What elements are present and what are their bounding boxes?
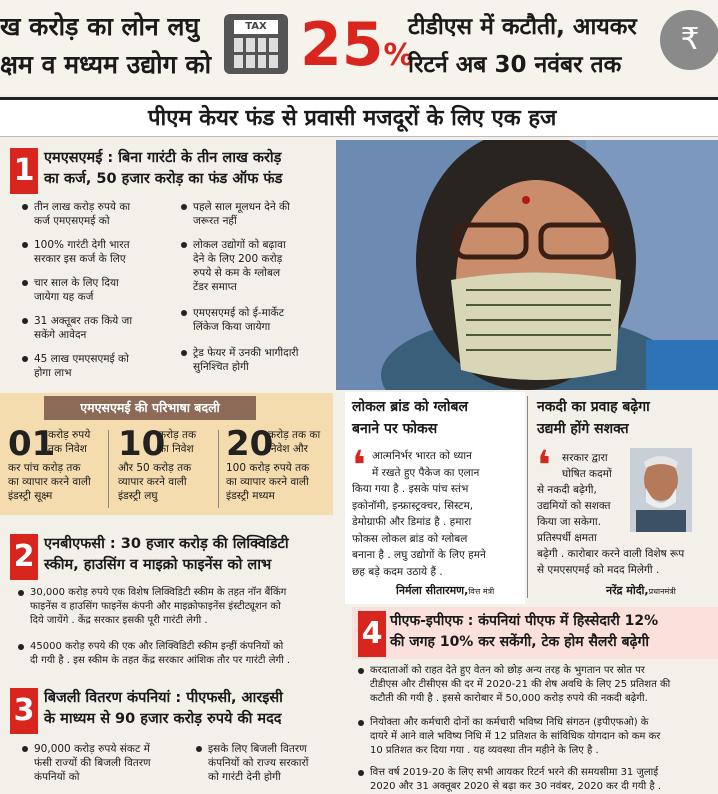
def-c3-e: इंडस्ट्री मध्यम: [226, 490, 275, 502]
def-c3-d: का व्यापार करने वाली: [226, 476, 309, 488]
def-c2-d: व्यापार करने वाली: [118, 476, 187, 488]
quote-text-pm: सरकार द्वारा घोषित कदमों: [562, 452, 612, 480]
def-c1-a: करोड़ रुपये: [48, 429, 91, 441]
section2-bullet: 30,000 करोड़ रुपये एक विशेष लिक्विडिटी स्कीम के तहत नॉन बैंकिंग फाइनेंस व हाउसिंग फाइनेंस कंपनी और माइक्रोफाइनेंस इंस्टीट्यूशन को दिये जायेंगे . केंद्र सरकार इसकी पूरी गारंटी लेगी .: [30, 587, 287, 626]
headline-line: की जगह 10% कर सकेंगी, टेक होम सैलरी बढ़ेगी: [390, 634, 650, 650]
top-left-line2: क्षम व मध्यम उद्योग को: [0, 50, 212, 79]
section3-right-bullet: इसके लिए बिजली वितरण कंपनियों को राज्य सरकारों को गारंटी देनी होगी: [208, 743, 309, 783]
quote-author-fm: निर्मला सीतारमण,वित्त मंत्री: [396, 584, 495, 597]
rupee-icon: ₹: [660, 10, 718, 70]
quote-text-fm-cont: किया गया है . इसके पांच स्तंभ इकोनॉमी, इन्फ्रास्ट्रक्चर, सिस्टम, डेमोग्राफी और डिमांड है . हमारा फोकस लोकल ब्रांड को ग्लोबल बनाना है . लघु उद्योगों के लिए हमने छह बड़े कदम उठाये हैं .: [352, 483, 486, 578]
prime-minister-photo: [630, 448, 692, 532]
def-c1-b: तक निवेश: [48, 443, 87, 455]
def-num-1: 01: [8, 424, 56, 464]
headline-line: एमएसएमई : बिना गारंटी के तीन लाख करोड़: [44, 150, 282, 166]
quote-mark-icon: ❛: [352, 443, 366, 489]
percent-sign: %: [383, 38, 414, 73]
section4-bullet: वित्त वर्ष 2019-20 के लिए सभी आयकर रिटर्न भरने की समयसीमा 31 जुलाई 2020 और 31 अक्तूबर 2020 से बढ़ा कर 30 नवंबर, 2020 कर दी गयी है .: [370, 767, 662, 792]
divider: [108, 430, 109, 508]
def-num-3: 20: [226, 424, 274, 464]
top-left-headline: [0, 8, 211, 84]
finance-minister-photo: [336, 140, 718, 390]
section4-headline: [390, 611, 658, 653]
section3-left-bullet: 90,000 करोड़ रुपये संकट में फंसी राज्यों की बिजली वितरण कंपनियों को: [34, 743, 151, 783]
definition-heading: एमएसएमई की परिभाषा बदली: [44, 396, 256, 420]
quote-author-pm: नरेंद्र मोदी,प्रधानमंत्री: [606, 584, 676, 597]
section2-headline: [44, 534, 289, 576]
banner-title: पीएम केयर फंड से प्रवासी मजदूरों के लिए एक हज: [148, 106, 557, 131]
headline-line: एनबीएफसी : 30 हजार करोड़ की लिक्विडिटी: [44, 536, 289, 552]
quote-headline-pm: नकदी का प्रवाह बढ़ेगा उद्यमी होंगे सशक्त: [537, 399, 650, 437]
percent-value: 25: [300, 10, 384, 80]
headline-line: के माध्यम से 90 हजार करोड़ रुपये की मदद: [44, 711, 282, 727]
divider: [218, 430, 219, 508]
def-c3-c: 100 करोड़ रुपये तक: [226, 462, 310, 474]
headline-line: का कर्ज, 50 हजार करोड़ का फंड ऑफ फंड: [44, 171, 283, 187]
section2-bullet: 45000 करोड़ रुपये की एक और लिक्विडिटी स्कीम इन्हीं कंपनियों को दी गयी है . इस स्कीम के तहत केंद्र सरकार आंशिक तौर पर गारंटी लेगी .: [30, 641, 291, 666]
section4-bullet: करदाताओं को राहत देते हुए वेतन को छोड़ अन्य तरह के भुगतान पर स्रोत पर टीडीएस और टीसीएस की दर में 2020-21 की शेष अवधि के लिए 25 प्रतिशत की कटौती की गयी है . इससे कारोबार में 50,000 करोड़ रुपये की नकदी बढ़ेगी.: [370, 665, 671, 704]
tax-label: TAX: [234, 20, 278, 34]
section4-bullet: नियोक्ता और कर्मचारी दोनों का कर्मचारी भविष्य निधि संगठन (इपीएफओ) के दायरे में आने वाले भविष्य निधि में 12 प्रतिशत के सांविधिक योगदान को कम कर 10 प्रतिशत कर दिया गया . यह व्यवस्था तीन महीने के लिए है .: [370, 717, 661, 756]
headline-line: स्कीम, हाउसिंग व माइक्रो फाइनेंस को लाभ: [44, 557, 272, 573]
top-right-line1: टीडीएस में कटौती, आयकर: [408, 14, 637, 40]
section-number: 3: [10, 688, 38, 734]
quote-mark-icon: ❛: [537, 443, 551, 489]
quote-text-fm: आत्मनिर्भर भारत को ध्यान में रखते हुए पैकेज का एलान: [372, 450, 480, 479]
top-right-headline: [408, 8, 637, 84]
quote-text-pm-cont: से नकदी बढ़ेगी, उद्यमियों को सशक्त किया जा सकेगा. प्रतिस्पर्धी क्षमता: [537, 484, 611, 544]
def-c3-a: करोड़ तक का: [268, 429, 321, 441]
headline-line: बिजली वितरण कंपनियां : पीएफसी, आरइसी: [44, 690, 283, 706]
def-c3-b: निवेश और: [268, 443, 308, 455]
def-c2-e: इंडस्ट्री लघु: [118, 490, 158, 502]
def-c2-a: करोड़ तक: [158, 429, 197, 441]
top-right-line2: रिटर्न अब 30 नवंबर तक: [408, 52, 622, 78]
section1-headline: [44, 148, 282, 190]
tax-calculator-icon: [224, 14, 288, 74]
headline-line: पीएफ-इपीएफ : कंपनियां पीएफ में हिस्सेदारी 12%: [390, 613, 659, 629]
section-number: 2: [10, 534, 38, 580]
def-c1-e: इंडस्ट्री सूक्ष्म: [8, 490, 53, 502]
section-number: 4: [358, 611, 386, 657]
def-c1-c: कर पांच करोड़ तक: [8, 462, 81, 474]
def-num-2: 10: [118, 424, 166, 464]
divider: [527, 396, 528, 598]
percent-highlight: [300, 0, 414, 101]
section-number: 1: [10, 148, 38, 194]
def-c2-c: और 50 करोड़ तक: [118, 462, 192, 474]
top-left-line1: ख करोड़ का लोन लघु: [0, 12, 200, 41]
main-banner: [0, 97, 718, 137]
def-c1-d: का व्यापार करने वाली: [8, 476, 91, 488]
def-c2-b: का निवेश: [158, 443, 194, 455]
quote-text-pm-end: बढ़ेगी . कारोबार करने वाली विशेष रूप से एमएसएमई को मदद मिलेगी .: [537, 548, 685, 576]
quote-headline-fm: लोकल ब्रांड को ग्लोबल बनाने पर फोकस: [352, 399, 469, 437]
section3-headline: [44, 688, 283, 730]
